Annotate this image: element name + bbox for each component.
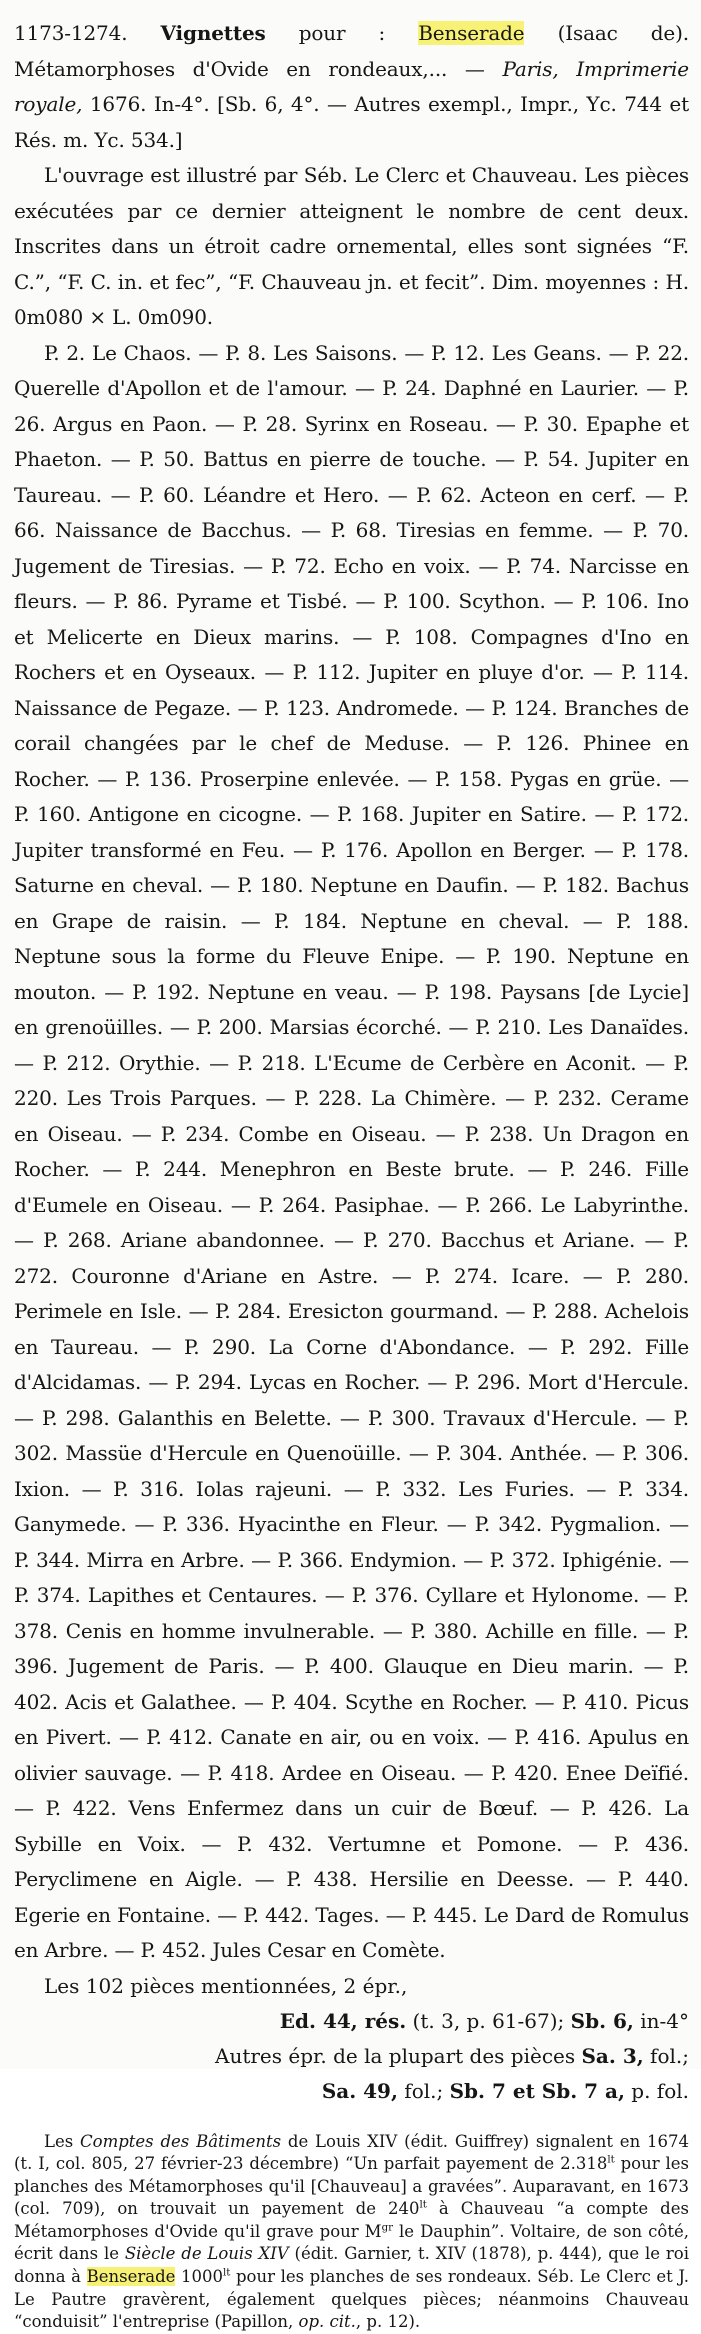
note-sup-2: lt (419, 2199, 427, 2211)
entry-pub-rest: 1676. In-4°. [Sb. 6, 4°. — Autres exempl., Impr., Yc. 744 et Rés. m. Yc. 534.] (14, 92, 689, 152)
description-paragraph: L'ouvrage est illustré par Séb. Le Clerc et Chauveau. Les pièces exécutées par ce dernier atteignent le nombre de cent deux. Inscrites dans un étroit cadre ornemental, elles sont signées “F. C.”, “F. C. in. et fec”, “F. Chauveau jn. et fecit”. Dim. moyennes : H. 0m080 × L. 0m090. (14, 163, 689, 329)
footnote-paragraph (14, 2131, 689, 2334)
holding-fol1: fol.; (397, 2078, 450, 2103)
note-sup-1: lt (607, 2154, 615, 2166)
note-sup-3: gr (381, 2222, 394, 2234)
holdings (14, 1969, 689, 2109)
note-i: , p. 12). (355, 2312, 421, 2332)
holding-fol2: p. fol. (624, 2078, 689, 2103)
note-b: de Louis XIV (édit. Guiffrey) signalent en 1674 (t. I, col. 805, 27 février-23 décembre) “Un parfait payement de 2.318 (14, 2131, 689, 2174)
holding-sa3-rest: fol.; (643, 2043, 689, 2068)
holding-ed44: Ed. 44, rés. (279, 2008, 407, 2033)
holding-line3-text: Autres épr. de la plupart des pièces (215, 2043, 582, 2068)
plates-list: P. 2. Le Chaos. — P. 8. Les Saisons. — P. 12. Les Geans. — P. 22. Querelle d'Apollon et de l'amour. — P. 24. Daphné en Laurier. — P. 26. Argus en Paon. — P. 28. Syrinx en Roseau. — P. 30. Epaphe et Phaeton. — P. 50. Battus en pierre de touche. — P. 54. Jupiter en Taureau. — P. 60. Léandre et Hero. — P. 62. Acteon en cerf. — P. 66. Naissance de Bacchus. — P. 68. Tiresias en femme. — P. 70. Jugement de Tiresias. — P. 72. Echo en voix. — P. 74. Narcisse en fleurs. — P. 86. Pyrame et Tisbé. — P. 100. Scython. — P. 106. Ino et Melicerte en Dieux marins. — P. 108. Compagnes d'Ino en Rochers et en Oyseaux. — P. 112. Jupiter en pluye d'or. — P. 114. Naissance de Pegaze. — P. 123. Andromede. — P. 124. Branches de corail changées par le chef de Meduse. — P. 126. Phinee en Rocher. — P. 136. Proserpine enlevée. — P. 158. Pygas en grüe. — P. 160. Antigone en cicogne. — P. 168. Jupiter en Satire. — P. 172. Jupiter transformé en Feu. — P. 176. Apollon en Berger. — P. 178. Saturne en cheval. — P. 180. Neptune en Daufin. — P. 182. Bachus en Grape de raisin. — P. 184. Neptune en cheval. — P. 188. Neptune sous la forme du Fleuve Enipe. — P. 190. Neptune en mouton. — P. 192. Neptune en veau. — P. 198. Paysans [de Lycie] en grenoüilles. — P. 200. Marsias écorché. — P. 210. Les Danaïdes. — P. 212. Orythie. — P. 218. L'Ecume de Cerbère en Aconit. — P. 220. Les Trois Parques. — P. 228. La Chimère. — P. 232. Cerame en Oiseau. — P. 234. Combe en Oiseau. — P. 238. Un Dragon en Rocher. — P. 244. Menephron en Beste brute. — P. 246. Fille d'Eumele en Oiseau. — P. 264. Pasiphae. — P. 266. Le Labyrinthe. — P. 268. Ariane abandonnee. — P. 270. Bacchus et Ariane. — P. 272. Couronne d'Ariane en Astre. — P. 274. Icare. — P. 280. Perimele en Isle. — P. 284. Eresicton gourmand. — P. 288. Achelois en Taureau. — P. 290. La Corne d'Abondance. — P. 292. Fille d'Alcidamas. — P. 294. Lycas en Rocher. — P. 296. Mort d'Hercule. — P. 298. Galanthis en Belette. — P. 300. Travaux d'Hercule. — P. 302. Massüe d'Hercule en Quenoüille. — P. 304. Anthée. — P. 306. Ixion. — P. 316. Iolas rajeuni. — P. 332. Les Furies. — P. 334. Ganymede. — P. 336. Hyacinthe en Fleur. — P. 342. Pygmalion. — P. 344. Mirra en Arbre. — P. 366. Endymion. — P. 372. Iphigénie. — P. 374. Lapithes et Centaures. — P. 376. Cyllare et Hylonome. — P. 378. Cenis en homme invulnerable. — P. 380. Achille en fille. — P. 396. Jugement de Paris. — P. 400. Glauque en Dieu marin. — P. 402. Acis et Galathee. — P. 404. Scythe en Rocher. — P. 410. Picus en Pivert. — P. 412. Canate en air, ou en voix. — P. 416. Apulus en olivier sauvage. — P. 418. Ardee en Oiseau. — P. 420. Enee Deïfié. — P. 422. Vens Enfermez dans un cuir de Bœuf. — P. 426. La Sybille en Voix. — P. 432. Vertumne et Pomone. — P. 436. Peryclimene en Aigle. — P. 438. Hersilie en Deesse. — P. 440. Egerie en Fontaine. — P. 442. Tages. — P. 445. Le Dard de Romulus en Arbre. — P. 452. Jules Cesar en Comète. (14, 340, 689, 1962)
holdings-line-2 (14, 2004, 689, 2039)
note-siecle-title: Siècle de Louis XIV (124, 2244, 289, 2264)
holding-sb7a: Sb. 7 a, (541, 2078, 625, 2103)
note-h: pour les planches de ses rondeaux. Séb. Le Clerc et J. Le Pautre gravèrent, également quelques pièces; néanmoins Chauveau “conduisit” l'entreprise (Papillon, (14, 2267, 689, 2332)
note-sup-4: lt (223, 2267, 231, 2279)
note-a: Les (44, 2131, 81, 2151)
holdings-line-4 (14, 2074, 689, 2109)
holding-et: et (505, 2078, 542, 2103)
author-highlight: Benserade (418, 21, 525, 45)
holding-sa49: Sa. 49, (321, 2078, 398, 2103)
holding-sb7: Sb. 7 (449, 2078, 506, 2103)
holdings-line-3 (14, 2039, 689, 2074)
entry-author-rest: (Isaac de). Métamorphoses d'Ovide en rondeaux,... — (14, 21, 689, 81)
holding-sb6: Sb. 6, (570, 2008, 634, 2033)
note-comptes-title: Comptes des Bâtiments (80, 2131, 282, 2151)
note-g: 1000 (175, 2267, 224, 2287)
note-author-highlight: Benserade (86, 2267, 176, 2287)
entry-publisher: Paris, Imprimerie royale, (14, 56, 689, 116)
entry-pour: pour : (265, 21, 419, 45)
entry-number: 1173-1274. (14, 21, 128, 45)
note-c: pour les planches des Métamorphoses qu'il [Chauveau] a gravées”. Auparavant, en 1673 (col. 709), on trouvait un payement de 240 (14, 2154, 690, 2219)
note-d: à Chauveau “a compte des Métamorphoses d'Ovide qu'il grave pour M (14, 2199, 689, 2241)
note-e: le Dauphin”. Voltaire, de son côté, écrit dans le (14, 2221, 690, 2264)
holding-sa3: Sa. 3, (581, 2043, 644, 2068)
entry-heading (14, 16, 689, 158)
holdings-line-1: Les 102 pièces mentionnées, 2 épr., (44, 1973, 408, 1998)
note-opcit: op. cit. (298, 2312, 356, 2332)
holding-sb6-rest: in-4° (633, 2008, 689, 2033)
note-f: (édit. Garnier, t. XIV (1878), p. 444), que le roi donna à (14, 2244, 689, 2287)
entry-title-word: Vignettes (160, 21, 266, 45)
holding-ed44-rest: (t. 3, p. 61-67); (406, 2008, 571, 2033)
